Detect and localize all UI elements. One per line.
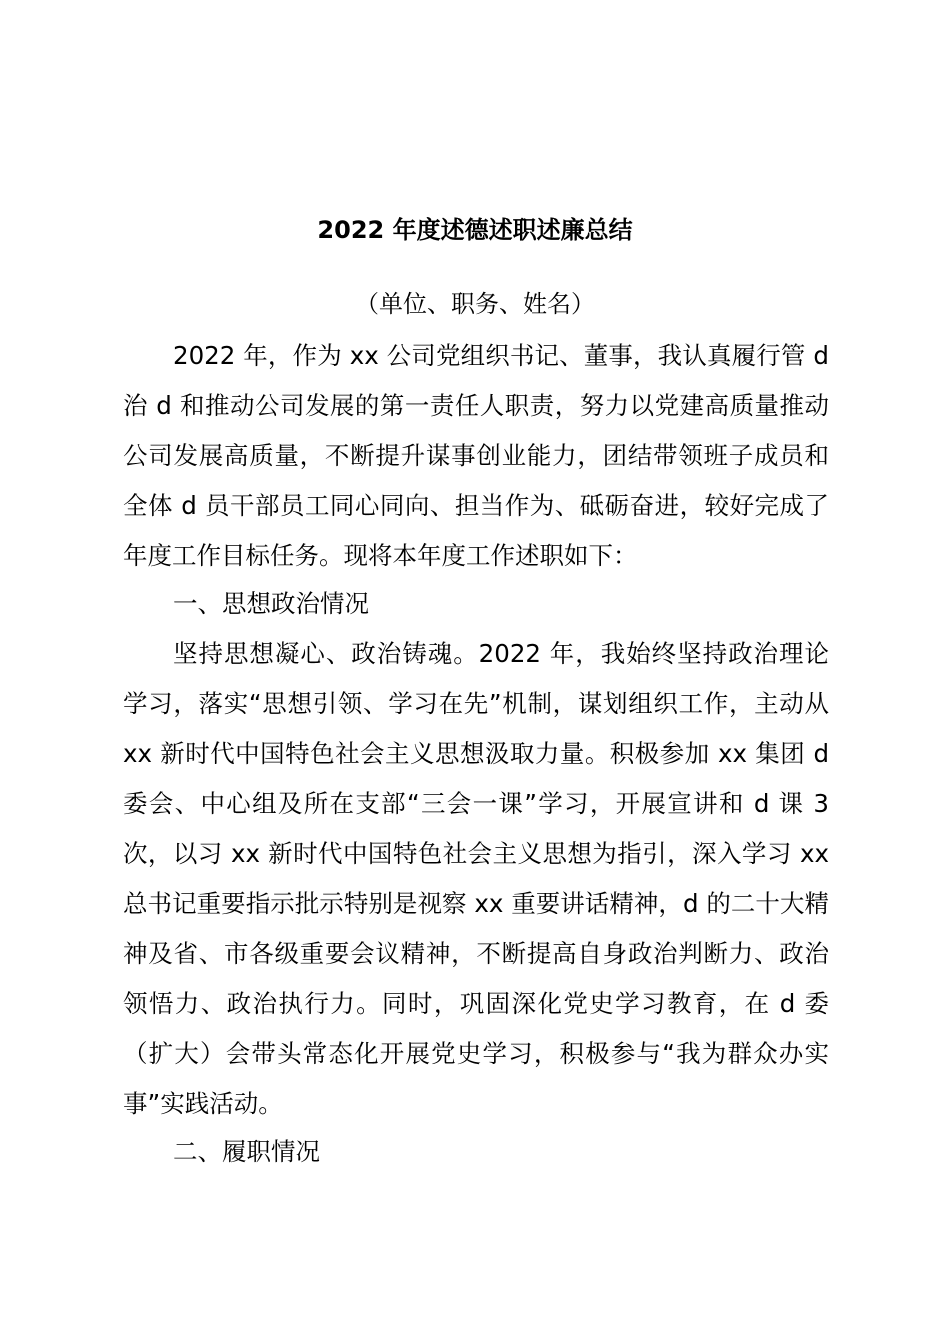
section-heading-duties: 二、履职情况 [173, 1137, 320, 1166]
intro-paragraph: 2022 年，作为 xx 公司党组织书记、董事，我认真履行管 d 治 d 和推动公司发展的第一责任人职责，努力以党建高质量推动公司发展高质量，不断提升谋事创业能力，团结带领班子成员和全体 d 员干部员工同心同向、担当作为、砥砺奋进，较好完成了年度工作目标任务。现将本年度工作述职如下： [123, 341, 829, 570]
document-subtitle: （单位、职务、姓名） [355, 290, 595, 318]
document-title: 2022 年度述德述职述廉总结 [317, 216, 633, 244]
ideology-paragraph: 坚持思想凝心、政治铸魂。2022 年，我始终坚持政治理论学习，落实“思想引领、学习在先”机制，谋划组织工作，主动从 xx 新时代中国特色社会主义思想汲取力量。积极参加 xx 集团 d 委会、中心组及所在支部“三会一课”学习，开展宣讲和 d 课 3 次，以习 xx 新时代中国特色社会主义思想为指引，深入学习 xx 总书记重要指示批示特别是视察 xx 重要讲话精神，d 的二十大精神及省、市各级重要会议精神，不断提高自身政治判断力、政治领悟力、政治执行力。同时，巩固深化党史学习教育，在 d 委（扩大）会带头常态化开展党史学习，积极参与“我为群众办实事”实践活动。 [123, 639, 829, 1118]
section-heading-ideology: 一、思想政治情况 [173, 589, 369, 618]
